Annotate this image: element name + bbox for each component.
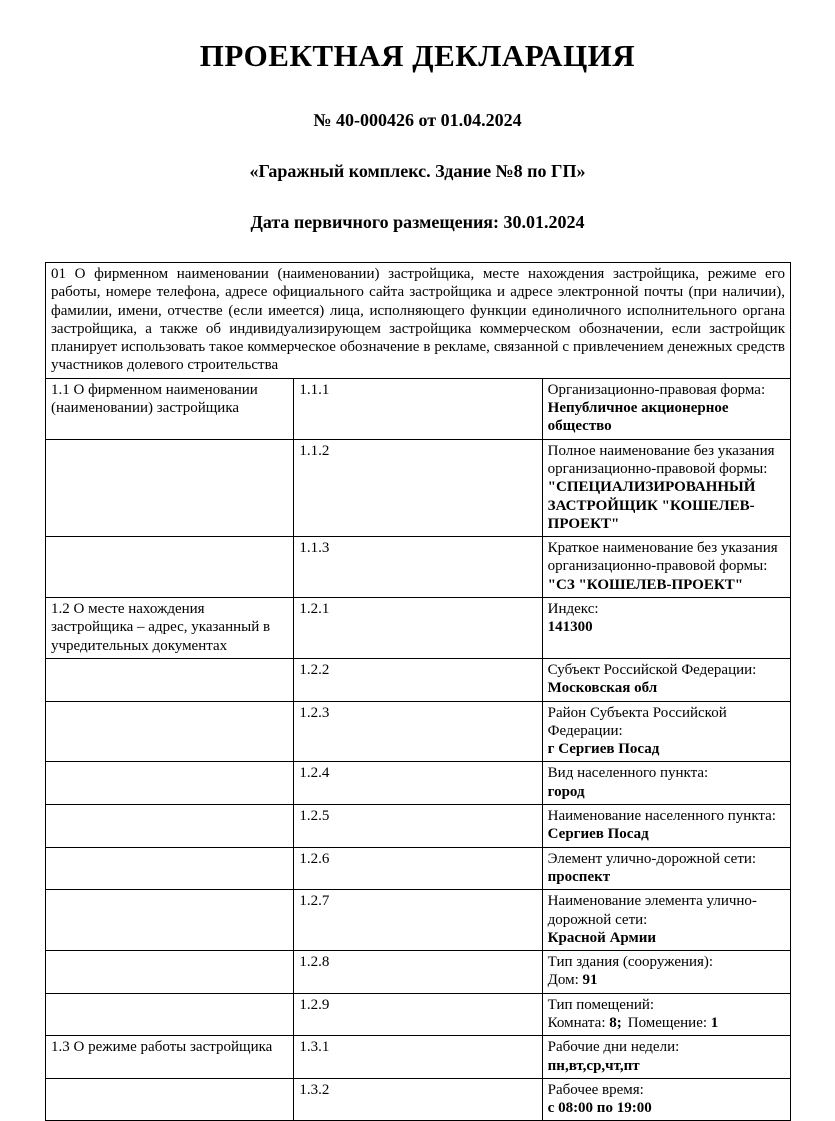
field-value [548,1014,785,1032]
value-part-label: Дом: [547,972,583,989]
content-cell [542,1078,790,1121]
table-row [46,658,791,701]
content-cell [542,598,790,659]
content-cell [542,701,790,762]
value-part-bold: 91 [582,972,598,989]
content-cell [542,537,790,598]
first-placement-date: Дата первичного размещения: 30.01.2024 [250,212,585,232]
section-cell [46,762,294,805]
content-cell [542,762,790,805]
section-cell [46,847,294,890]
table-row [46,805,791,848]
item-number-cell: 1.2.9 [294,993,542,1036]
object-name: «Гаражный комплекс. Здание №8 по ГП» [249,161,586,181]
field-value: пн,вт,ср,чт,пт [547,1057,640,1074]
section-cell [46,890,294,951]
field-value: с 08:00 по 19:00 [547,1100,652,1117]
section-cell [46,805,294,848]
item-number-cell: 1.3.2 [294,1078,542,1121]
table-row [46,701,791,762]
section-cell: 1.3 О режиме работы застройщика [46,1036,294,1079]
field-label: Организационно-правовая форма: [547,381,766,398]
item-number-cell: 1.2.5 [294,805,542,848]
item-number-cell: 1.3.1 [294,1036,542,1079]
field-value: Сергиев Посад [547,826,649,843]
section-cell [46,701,294,762]
field-value: Непубличное акционерное общество [547,400,729,435]
section-cell [46,1078,294,1121]
section-cell [46,951,294,994]
field-value: Московская обл [547,680,658,697]
section-cell [46,993,294,1036]
item-number-cell: 1.2.3 [294,701,542,762]
content-cell [542,805,790,848]
value-part-bold: 8; [609,1014,622,1031]
document-title: ПРОЕКТНАЯ ДЕКЛАРАЦИЯ [199,38,636,73]
field-value: город [547,783,585,800]
content-cell [542,847,790,890]
field-label: Вид населенного пункта: [547,765,709,782]
field-label: Краткое наименование без указания организационно-правовой формы: [547,540,778,575]
field-label: Наименование населенного пункта: [547,808,776,825]
content-cell [542,378,790,439]
table-row [46,951,791,994]
field-value: 141300 [547,619,593,636]
section-cell: 1.2 О месте нахождения застройщика – адрес, указанный в учредительных документах [46,598,294,659]
table-header-cell: 01 О фирменном наименовании (наименовании) застройщика, месте нахождения застройщика, режиме его работы, номере телефона, адресе официального сайта застройщика и адресе электронной почты (при наличии), фамилии, имени, отчестве (если имеется) лица, исполняющего функции единоличного исполнительного органа застройщика, а также об индивидуализирующем застройщика коммерческом обозначении, если застройщик планирует использовать такое коммерческое обозначение в рекламе, связанной с привлечением денежных средств участников долевого строительства [46,263,791,379]
content-cell [542,658,790,701]
table-row [46,1036,791,1079]
item-number-cell: 1.2.7 [294,890,542,951]
value-part-label: Помещение: [627,1014,711,1031]
field-label: Рабочее время: [547,1081,644,1098]
table-row [46,1078,791,1121]
declaration-number: № 40-000426 от 01.04.2024 [313,110,522,130]
table-row [46,993,791,1036]
table-row [46,598,791,659]
content-cell [542,439,790,536]
field-label: Тип помещений: [547,996,655,1013]
item-number-cell: 1.2.1 [294,598,542,659]
field-label: Тип здания (сооружения): [547,954,714,971]
item-number-cell: 1.2.4 [294,762,542,805]
table-row [46,378,791,439]
table-row [46,439,791,536]
section-cell [46,439,294,536]
table-header-row [46,263,791,379]
item-number-cell: 1.2.8 [294,951,542,994]
field-value: проспект [547,868,611,885]
field-value: Красной Армии [547,929,657,946]
section-cell [46,658,294,701]
field-label: Субъект Российской Федерации: [547,661,757,678]
content-cell [542,890,790,951]
section-cell: 1.1 О фирменном наименовании (наименовании) застройщика [46,378,294,439]
field-label: Наименование элемента улично-дорожной сети: [547,893,757,928]
field-label: Рабочие дни недели: [547,1039,680,1056]
item-number-cell: 1.1.1 [294,378,542,439]
item-number-cell: 1.1.3 [294,537,542,598]
field-label: Элемент улично-дорожной сети: [547,850,757,867]
value-part-label: Комната: [547,1014,610,1031]
field-value [548,971,785,989]
field-value: "СПЕЦИАЛИЗИРОВАННЫЙ ЗАСТРОЙЩИК "КОШЕЛЕВ-ПРОЕКТ" [547,479,756,532]
content-cell [542,993,790,1036]
table-row [46,890,791,951]
item-number-cell: 1.2.2 [294,658,542,701]
value-part-bold: 1 [710,1014,719,1031]
field-label: Полное наименование без указания организационно-правовой формы: [547,442,775,477]
field-label: Индекс: [547,601,599,618]
table-row [46,762,791,805]
document-page [0,38,835,1121]
field-value: "СЗ "КОШЕЛЕВ-ПРОЕКТ" [547,576,744,593]
field-value: г Сергиев Посад [547,741,660,758]
field-label: Район Субъекта Российской Федерации: [547,704,727,739]
item-number-cell: 1.2.6 [294,847,542,890]
table-row [46,847,791,890]
table-row [46,537,791,598]
section-cell [46,537,294,598]
content-cell [542,951,790,994]
declaration-table [45,262,791,1121]
item-number-cell: 1.1.2 [294,439,542,536]
content-cell [542,1036,790,1079]
